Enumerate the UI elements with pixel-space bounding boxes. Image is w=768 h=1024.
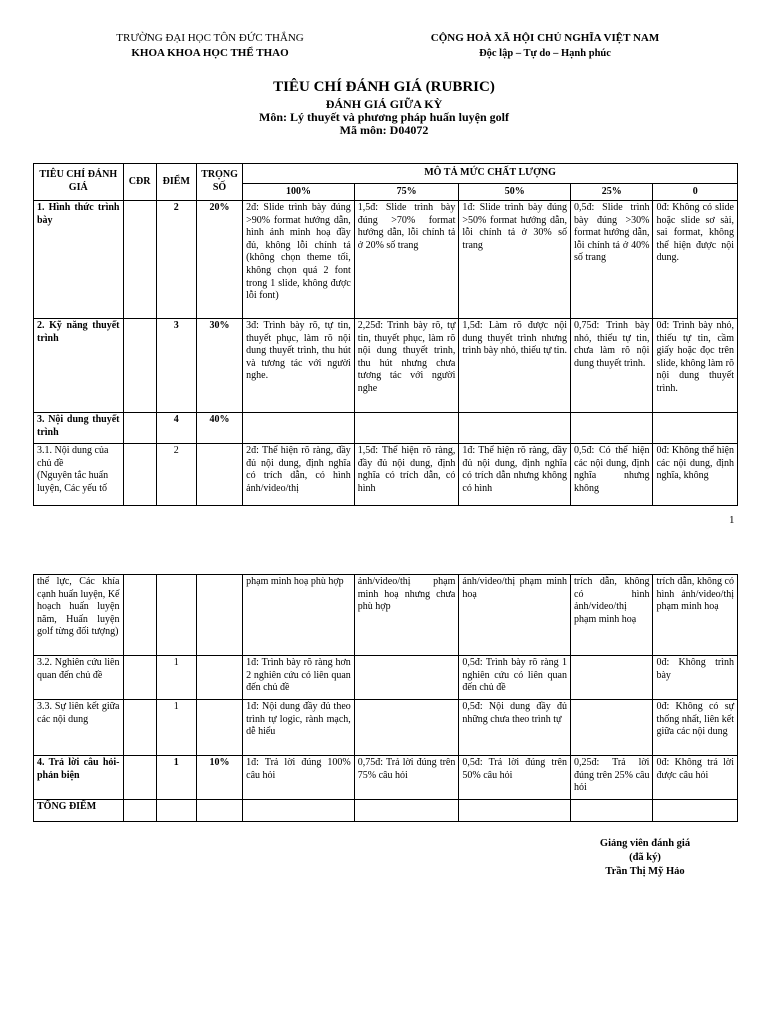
level-0-cell: 0đ: Không có sự thống nhất, liên kết giữa các nội dung (653, 700, 738, 756)
cdr-cell (123, 201, 156, 319)
level-50-cell: 1đ: Thể hiện rõ ràng, đầy đủ nội dung, định nghĩa có trích dẫn nhưng không có hình (459, 444, 571, 506)
school-name: TRƯỜNG ĐẠI HỌC TÔN ĐỨC THẮNG (116, 32, 304, 44)
score-cell (156, 575, 196, 656)
cdr-cell (123, 444, 156, 506)
table-row (34, 700, 738, 756)
signer-role: Giảng viên đánh giá (599, 838, 691, 849)
header-level-75: 75% (354, 184, 459, 201)
level-50-cell: 0,5đ: Trả lời đúng trên 50% câu hỏi (459, 756, 571, 800)
page-subtitle: ĐÁNH GIÁ GIỮA KỲ (325, 97, 443, 111)
level-50-cell: 0,5đ: Nội dung đầy đủ những chưa theo trình tự (459, 700, 571, 756)
criteria-cell: thể lực, Các khía cạnh huấn luyện, Kế hoạch huấn luyện năm, Huấn luyện golf từng đối tượng) (34, 575, 124, 656)
table-row (34, 413, 738, 444)
criteria-note: (Nguyên tắc huấn luyện, Các yếu tố (37, 470, 109, 494)
weight-cell (196, 800, 242, 822)
score-cell (156, 800, 196, 822)
table-row (34, 201, 738, 319)
level-25-cell: 0,75đ: Trình bày nhỏ, thiếu tự tin, chưa làm rõ nội dung thuyết trình. (571, 319, 653, 413)
rubric-table-page1 (33, 163, 738, 506)
criteria-title: 3.1. Nội dung của chủ đề (37, 445, 109, 469)
cdr-cell (123, 800, 156, 822)
level-50-cell: ảnh/video/thị phạm minh hoạ (459, 575, 571, 656)
level-25-cell (571, 800, 653, 822)
cdr-cell (123, 575, 156, 656)
header-quality: MÔ TẢ MỨC CHẤT LƯỢNG (243, 164, 738, 184)
level-100-cell: 1đ: Trình bày rõ ràng hơn 2 nghiên cứu có liên quan đến chủ đề (243, 656, 355, 700)
weight-cell: 20% (196, 201, 242, 319)
level-100-cell: 3đ: Trình bày rõ, tự tin, thuyết phục, làm rõ nội dung thuyết trình, thu hút và tương tác với người nghe. (243, 319, 355, 413)
national-header (400, 31, 690, 61)
criteria-cell: 3.2. Nghiên cứu liên quan đến chủ đề (34, 656, 124, 700)
criteria-cell: 4. Trả lời câu hỏi-phản biện (34, 756, 124, 800)
total-row (34, 800, 738, 822)
signer-name: Trần Thị Mỹ Hảo (605, 866, 685, 877)
score-cell: 2 (156, 201, 196, 319)
page-title: TIÊU CHÍ ĐÁNH GIÁ (RUBRIC) (273, 79, 495, 95)
page-number: 1 (729, 514, 735, 526)
level-100-cell: 1đ: Trả lời đúng 100% câu hỏi (243, 756, 355, 800)
level-75-cell: ảnh/video/thị phạm minh hoạ nhưng chưa phù hợp (354, 575, 459, 656)
level-75-cell (354, 800, 459, 822)
level-0-cell: trích dẫn, không có hình ảnh/video/thị phạm minh hoạ (653, 575, 738, 656)
level-50-cell (459, 800, 571, 822)
level-25-cell: 0,5đ: Slide trình bày đúng >30% format hướng dẫn, lỗi chính tả ở 40% số trang (571, 201, 653, 319)
level-75-cell: 1,5đ: Slide trình bày đúng >70% format hướng dẫn, lỗi chính tả ở 20% số trang (354, 201, 459, 319)
table-row (34, 319, 738, 413)
level-100-cell: 1đ: Nội dung đầy đủ theo trình tự logic, rành mạch, dễ hiểu (243, 700, 355, 756)
level-0-cell (653, 413, 738, 444)
level-100-cell: 2đ: Thể hiện rõ ràng, đầy đủ nội dung, định nghĩa có trích dẫn, có hình ảnh/video/thị (243, 444, 355, 506)
table-row (34, 656, 738, 700)
table-row (34, 756, 738, 800)
level-0-cell: 0đ: Trình bày nhỏ, thiếu tự tin, cầm giấy hoặc đọc trên slide, không làm rõ nội dung thuyết trình. (653, 319, 738, 413)
table-row (34, 575, 738, 656)
weight-cell: 30% (196, 319, 242, 413)
criteria-cell (34, 444, 124, 506)
level-100-cell (243, 800, 355, 822)
level-50-cell: 0,5đ: Trình bày rõ ràng 1 nghiên cứu có liên quan đến chủ đề (459, 656, 571, 700)
header-criteria: TIÊU CHÍ ĐÁNH GIÁ (34, 164, 124, 201)
faculty-name: KHOA KHOA HỌC THỂ THAO (131, 47, 289, 59)
header-cdr: CĐR (123, 164, 156, 201)
level-75-cell (354, 413, 459, 444)
level-25-cell (571, 413, 653, 444)
cdr-cell (123, 656, 156, 700)
cdr-cell (123, 756, 156, 800)
weight-cell: 10% (196, 756, 242, 800)
header-score: ĐIỂM (156, 164, 196, 201)
level-0-cell: 0đ: Không trình bày (653, 656, 738, 700)
criteria-cell: 1. Hình thức trình bày (34, 201, 124, 319)
level-0-cell: 0đ: Không có slide hoặc slide sơ sài, sai format, không thể hiện được nội dung. (653, 201, 738, 319)
header-level-100: 100% (243, 184, 355, 201)
subject-line: Môn: Lý thuyết và phương pháp huấn luyện golf (259, 110, 509, 124)
criteria-cell: 2. Kỹ năng thuyết trình (34, 319, 124, 413)
level-75-cell (354, 656, 459, 700)
level-75-cell: 1,5đ: Thể hiện rõ ràng, đầy đủ nội dung, định nghĩa có trích dẫn, có hình (354, 444, 459, 506)
cdr-cell (123, 319, 156, 413)
weight-cell: 40% (196, 413, 242, 444)
motto: Độc lập – Tự do – Hạnh phúc (479, 48, 611, 59)
level-75-cell: 0,75đ: Trả lời đúng trên 75% câu hỏi (354, 756, 459, 800)
rubric-table-page2 (33, 574, 738, 822)
level-100-cell: phạm minh hoạ phù hợp (243, 575, 355, 656)
level-0-cell: 0đ: Không thể hiện các nội dung, định nghĩa, không (653, 444, 738, 506)
level-25-cell: 0,5đ: Có thể hiện các nội dung, định nghĩa nhưng không (571, 444, 653, 506)
weight-cell (196, 700, 242, 756)
country-name: CỘNG HOÀ XÃ HỘI CHỦ NGHĨA VIỆT NAM (430, 32, 660, 44)
criteria-cell: 3.3. Sự liên kết giữa các nội dung (34, 700, 124, 756)
level-25-cell (571, 700, 653, 756)
header-level-25: 25% (571, 184, 653, 201)
level-100-cell: 2đ: Slide trình bày đúng >90% format hướng dẫn, hình ảnh minh hoạ đầy đủ, không lỗi chính tả (không chọn theme tối, không chọn quá 2 font trong 1 slide, không được lỗi font) (243, 201, 355, 319)
cdr-cell (123, 700, 156, 756)
level-0-cell (653, 800, 738, 822)
score-cell: 1 (156, 756, 196, 800)
table-row (34, 444, 738, 506)
total-label: TỔNG ĐIỂM (34, 800, 124, 822)
score-cell: 1 (156, 700, 196, 756)
level-50-cell: 1,5đ: Làm rõ được nội dung thuyết trình nhưng trình bày nhỏ, thiếu tự tin. (459, 319, 571, 413)
score-cell: 4 (156, 413, 196, 444)
header-level-0: 0 (653, 184, 738, 201)
level-25-cell: trích dẫn, không có hình ảnh/video/thị phạm minh hoạ (571, 575, 653, 656)
level-50-cell: 1đ: Slide trình bày đúng >50% format hướng dẫn, lỗi chính tả ở 30% số trang (459, 201, 571, 319)
level-25-cell: 0,25đ: Trả lời đúng trên 25% câu hỏi (571, 756, 653, 800)
level-0-cell: 0đ: Không trả lời được câu hỏi (653, 756, 738, 800)
level-75-cell: 2,25đ: Trình bày rõ, tự tin, thuyết phục, làm rõ nội dung thuyết trình, thu hút nhưng chưa tương tác với người nghe (354, 319, 459, 413)
score-cell: 2 (156, 444, 196, 506)
header-weight: TRỌNG SỐ (196, 164, 242, 201)
score-cell: 3 (156, 319, 196, 413)
header-level-50: 50% (459, 184, 571, 201)
signature-block (560, 837, 730, 879)
level-75-cell (354, 700, 459, 756)
cdr-cell (123, 413, 156, 444)
criteria-cell: 3. Nội dung thuyết trình (34, 413, 124, 444)
level-50-cell (459, 413, 571, 444)
level-25-cell (571, 656, 653, 700)
signed-note: (đã ký) (629, 852, 661, 863)
weight-cell (196, 444, 242, 506)
score-cell: 1 (156, 656, 196, 700)
weight-cell (196, 656, 242, 700)
subject-code: Mã môn: D04072 (339, 123, 429, 137)
school-header (80, 31, 340, 61)
weight-cell (196, 575, 242, 656)
level-100-cell (243, 413, 355, 444)
